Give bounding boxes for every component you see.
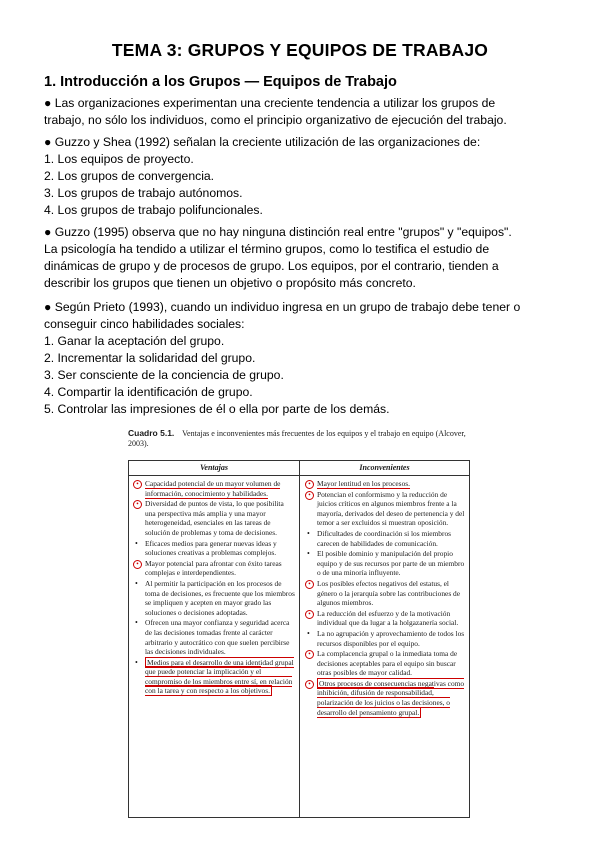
table-item: • La no agrupación y aprovechamiento de todos los recursos disponibles por el equipo.: [307, 628, 465, 648]
list-item: 1. Los equipos de proyecto.: [44, 152, 194, 166]
table-item: • Dificultades de coordinación si los miembros carecen de habilidades de comunicación.: [307, 528, 452, 548]
page-title: TEMA 3: GRUPOS Y EQUIPOS DE TRABAJO: [111, 40, 489, 60]
table-item: • Mayor lentitud en los procesos.: [307, 479, 467, 489]
text-line: ● Las organizaciones experimentan una creciente tendencia a utilizar los grupos de: [44, 96, 496, 110]
table-item: • Potencian el conformismo y la reducción de juicios críticos en algunos miembros frente a la mayoría, derivados del deseo de pertenencia y del temor a ser excluidos si muestran oposición.: [307, 490, 467, 528]
paragraph-3: [44, 224, 574, 292]
circled-bullet-icon: •: [305, 491, 314, 500]
table-item: • Mayor potencial para afrontar con éxito tareas complejas e interdependientes.: [135, 559, 295, 578]
table-item: • Medios para el desarrollo de una identidad grupal que puede potenciar la implicación y el compromiso de los miembros entre sí, en relación con la tarea y con respecto a los objetivos.: [135, 657, 294, 696]
list-item: 3. Los grupos de trabajo autónomos.: [44, 186, 243, 200]
circled-bullet-icon: •: [305, 480, 314, 489]
list-item: 4. Los grupos de trabajo polifuncionales.: [44, 203, 263, 217]
circled-bullet-icon: •: [133, 480, 142, 489]
list-item: 4. Compartir la identificación de grupo.: [44, 385, 253, 399]
list-item: 1. Ganar la aceptación del grupo.: [44, 334, 225, 348]
inconvenientes-column: [307, 479, 467, 718]
table-item: • La complacencia grupal o la inmediata toma de decisiones aceptables para el equipo sin buscar otras posibles de mayor calidad.: [307, 649, 467, 678]
paragraph-4: [44, 299, 574, 418]
table-item: • El posible dominio y manipulación del propio equipo y de sus recursos por parte de un miembro o de una minoría influyente.: [307, 549, 465, 578]
paragraph-1: [44, 95, 574, 129]
scanned-table-figure: [120, 428, 480, 828]
circled-bullet-icon: •: [305, 580, 314, 589]
bullet-icon: •: [135, 618, 138, 628]
text-line: dinámicas de grupo y de procesos de grupo. Los equipos, por el contrario, tienden a: [44, 259, 499, 273]
section-heading: 1. Introducción a los Grupos — Equipos de Trabajo: [44, 74, 397, 90]
bullet-icon: •: [135, 538, 138, 548]
circled-bullet-icon: •: [305, 610, 314, 619]
advantages-table: [128, 460, 470, 818]
bullet-icon: •: [307, 549, 310, 559]
bullet-icon: •: [307, 528, 310, 538]
circled-bullet-icon: •: [133, 560, 142, 569]
bullet-icon: •: [135, 657, 138, 667]
text-line: describir los grupos que tienen un objetivo o propósito más concreto.: [44, 276, 416, 290]
text-line: ● Guzzo y Shea (1992) señalan la creciente utilización de las organizaciones de:: [44, 135, 481, 149]
list-item: 3. Ser consciente de la conciencia de grupo.: [44, 368, 284, 382]
text-line: trabajo, no sólo los individuos, como el principio organizativo de ejecución del trabajo.: [44, 113, 507, 127]
circled-bullet-icon: •: [305, 680, 314, 689]
bullet-icon: •: [135, 578, 138, 588]
text-line: conseguir cinco habilidades sociales:: [44, 317, 245, 331]
circled-bullet-icon: •: [133, 500, 142, 509]
table-item: • Otros procesos de consecuencias negativas como inhibición, difusión de responsabilidad, polarización de los juicios o las decisiones, o desarrollo del pensamiento grupal.: [307, 679, 467, 717]
list-item: 5. Controlar las impresiones de él o ella por parte de los demás.: [44, 402, 390, 416]
figure-caption-text: Ventajas e inconvenientes más frecuentes de los equipos y el trabajo en equipo (Alcover, 2003).: [128, 429, 466, 448]
column-header-ventajas: Ventajas: [129, 461, 300, 476]
table-item: • Diversidad de puntos de vista, lo que posibilita una perspectiva más amplia y una mayor heterogeneidad, esenciales en las tareas de solución de problemas y toma de decisiones.: [135, 499, 295, 537]
column-divider: [299, 461, 300, 817]
text-line: La psicología ha tendido a utilizar el término grupos, como lo testifica el estudio de: [44, 242, 490, 256]
table-item: • Ofrecen una mayor confianza y seguridad acerca de las decisiones tomadas frente al carácter arbitrario y autocrático con que suelen percibirse las decisiones individuales.: [135, 618, 290, 657]
table-item: • Al permitir la participación en los procesos de toma de decisiones, es frecuente que los miembros se impliquen y acepten en mayor grado las soluciones o decisiones adoptadas.: [135, 578, 295, 617]
text-line: ● Guzzo (1995) observa que no hay ninguna distinción real entre "grupos" y "equipos".: [44, 225, 512, 239]
table-item: • Capacidad potencial de un mayor volumen de información, conocimiento y habilidades.: [135, 479, 295, 498]
bullet-icon: •: [307, 628, 310, 638]
circled-bullet-icon: •: [305, 650, 314, 659]
ventajas-column: [135, 479, 295, 697]
table-item: • Los posibles efectos negativos del estatus, el género o la jerarquía sobre las contribuciones de algunos miembros.: [307, 579, 467, 608]
table-item: • Eficaces medios para generar nuevas ideas y soluciones creativas a problemas complejos.: [135, 538, 277, 558]
figure-caption: [128, 428, 478, 449]
figure-label: Cuadro 5.1.: [128, 428, 175, 438]
table-item: • La reducción del esfuerzo y de la motivación individual que da lugar a la holgazanería social.: [307, 609, 467, 628]
list-item: 2. Los grupos de convergencia.: [44, 169, 215, 183]
paragraph-2: [44, 134, 574, 219]
list-item: 2. Incrementar la solidaridad del grupo.: [44, 351, 256, 365]
column-header-inconvenientes: Inconvenientes: [300, 461, 469, 476]
text-line: ● Según Prieto (1993), cuando un individuo ingresa en un grupo de trabajo debe tener o: [44, 300, 521, 314]
